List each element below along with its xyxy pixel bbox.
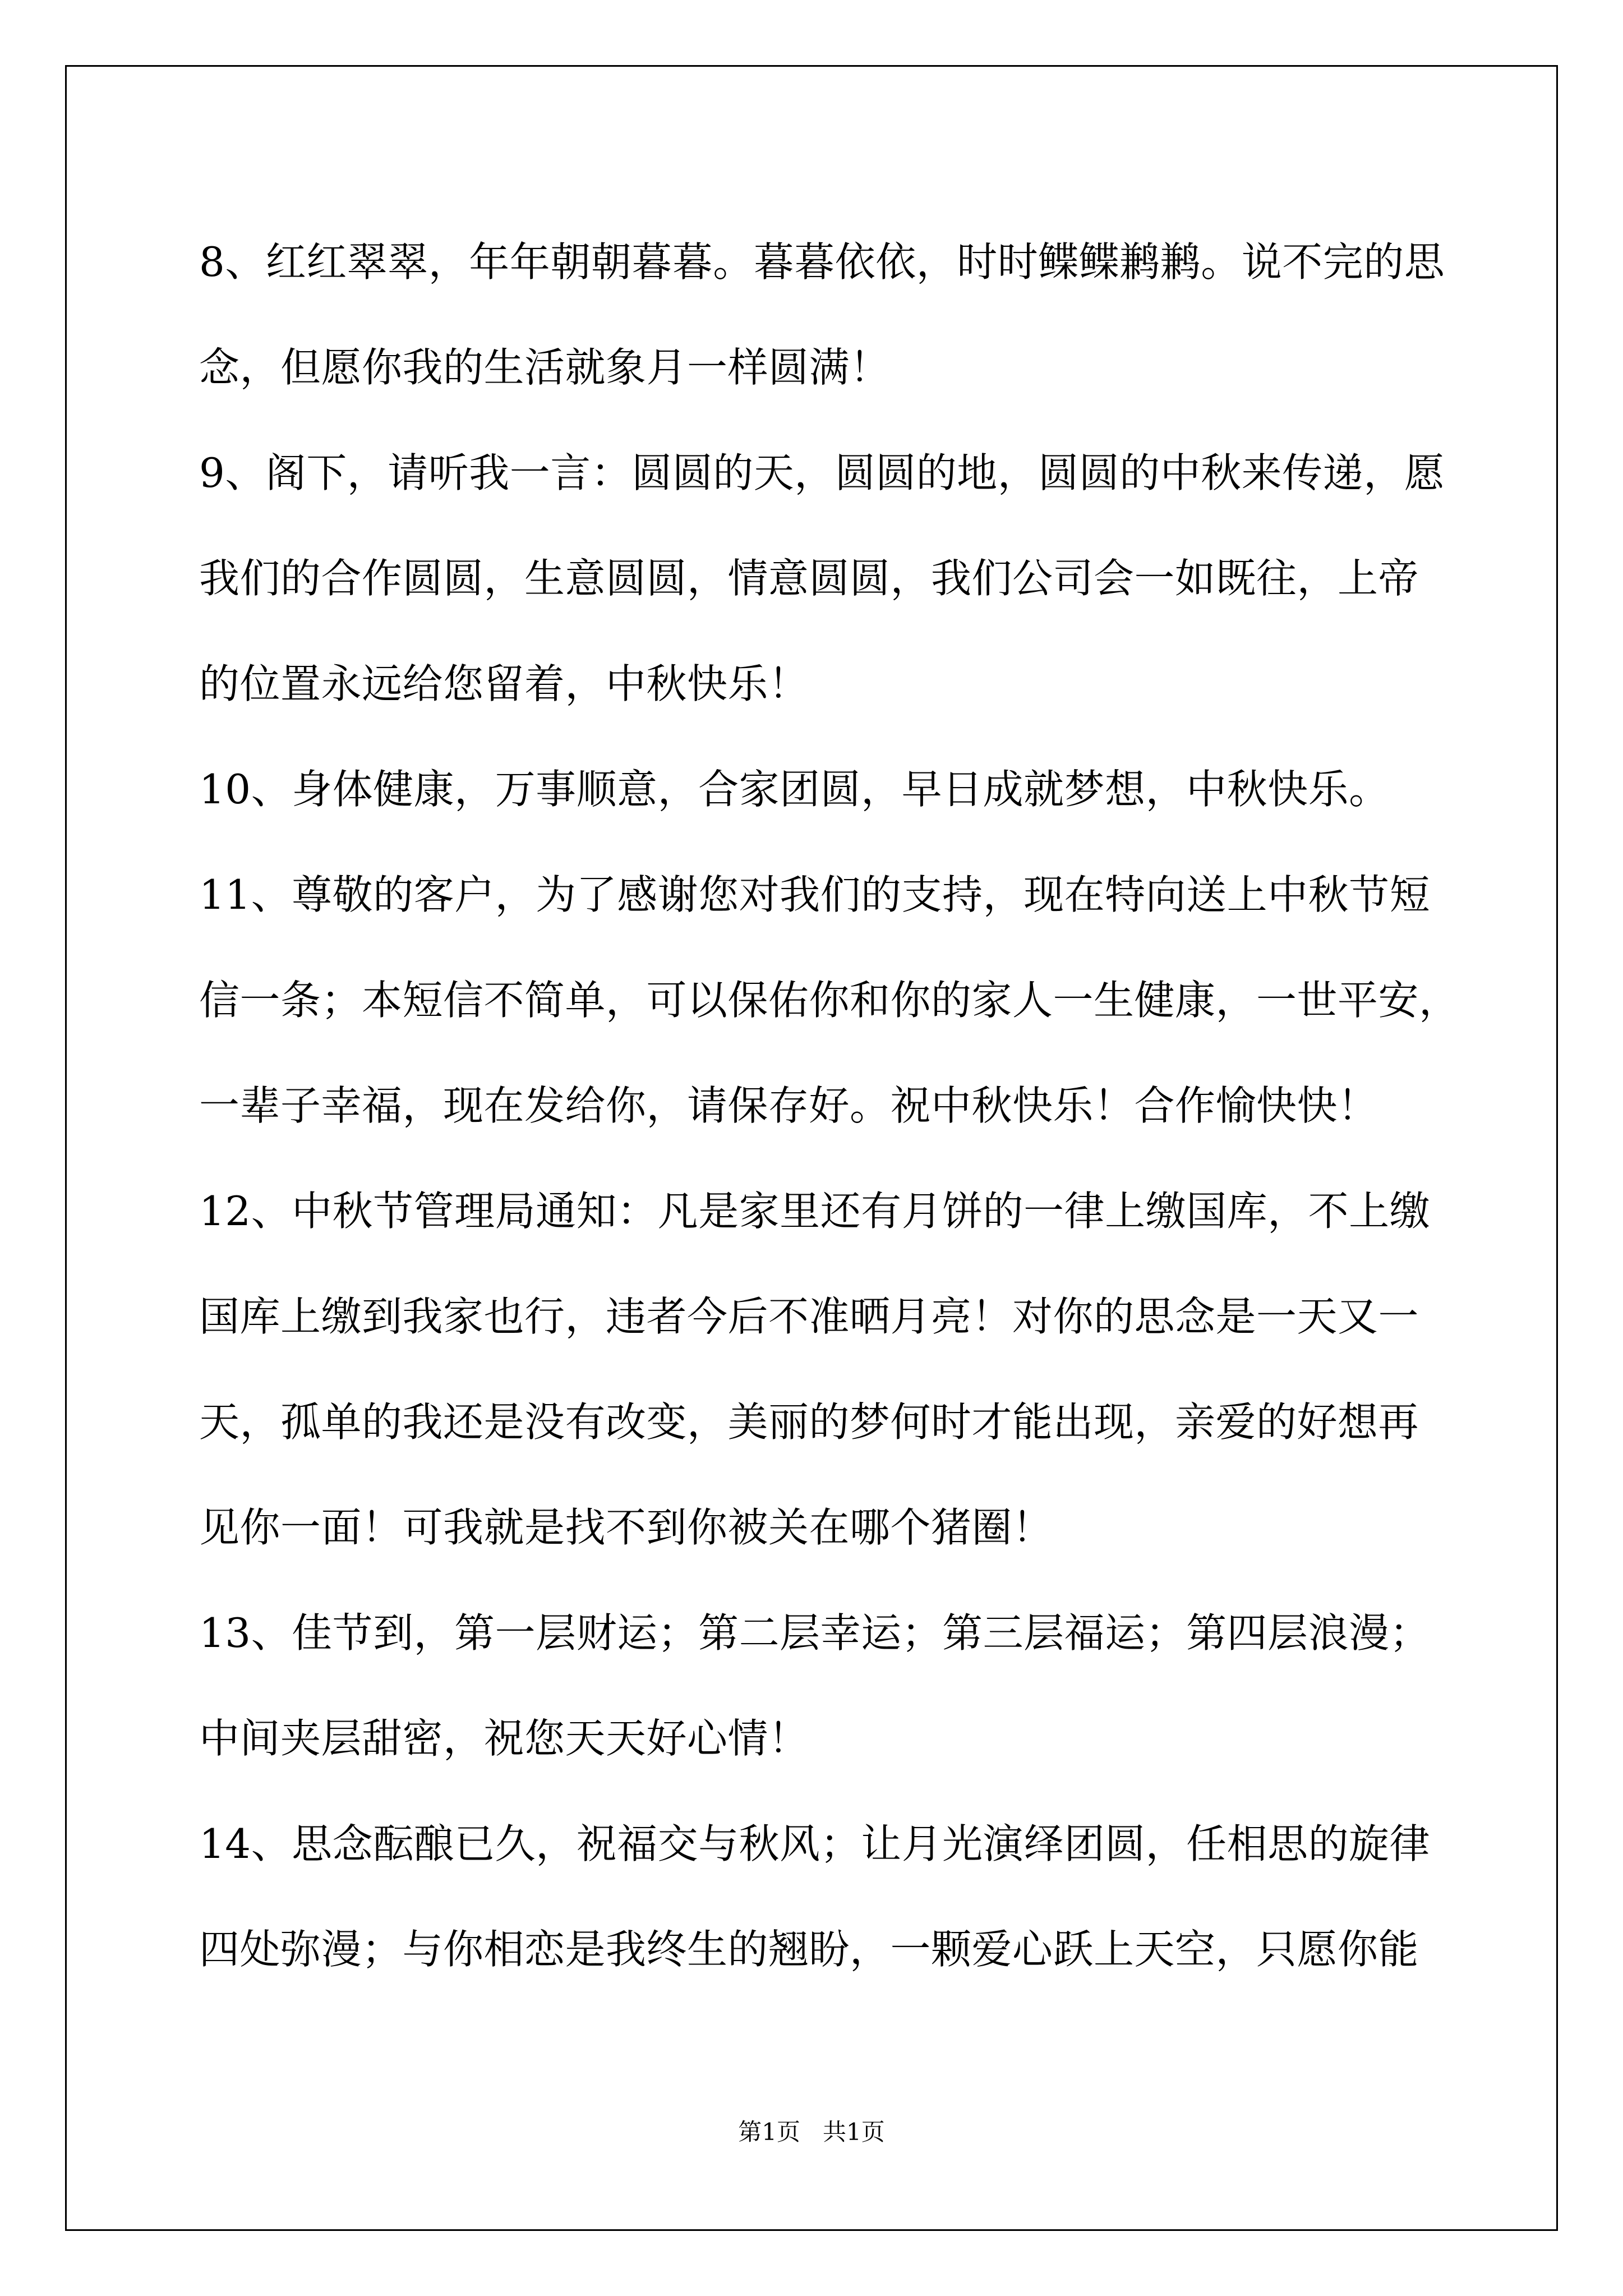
text-line: 中间夹层甜密，祝您天天好心情！ bbox=[199, 1715, 809, 1762]
text-line: 的位置永远给您留着，中秋快乐！ bbox=[199, 660, 809, 707]
text-line: 见你一面！可我就是找不到你被关在哪个猪圈！ bbox=[199, 1504, 1053, 1551]
text-line: 13、佳节到，第一层财运；第二层幸运；第三层福运；第四层浪漫； bbox=[199, 1609, 1431, 1657]
text-line: 8、红红翠翠，年年朝朝暮暮。暮暮依依，时时鲽鲽鹣鹣。说不完的思 bbox=[199, 238, 1445, 286]
page-footer: 第1页 共1页 bbox=[738, 2118, 885, 2146]
document-body bbox=[199, 209, 1461, 2002]
text-line: 信一条；本短信不简单，可以保佑你和你的家人一生健康，一世平安， bbox=[199, 977, 1460, 1024]
text-line: 国库上缴到我家也行，违者今后不准晒月亮！对你的思念是一天又一 bbox=[199, 1293, 1419, 1340]
text-line: 11、尊敬的客户，为了感谢您对我们的支持，现在特向送上中秋节短 bbox=[199, 871, 1431, 918]
text-line: 四处弥漫；与你相恋是我终生的翘盼，一颗爱心跃上天空，只愿你能 bbox=[199, 1926, 1419, 1973]
text-line: 12、中秋节管理局通知：凡是家里还有月饼的一律上缴国库，不上缴 bbox=[199, 1188, 1431, 1235]
text-line: 9、阁下，请听我一言：圆圆的天，圆圆的地，圆圆的中秋来传递，愿 bbox=[199, 449, 1445, 496]
text-line: 念，但愿你我的生活就象月一样圆满！ bbox=[199, 344, 891, 391]
text-line: 我们的合作圆圆，生意圆圆，情意圆圆，我们公司会一如既往，上帝 bbox=[199, 555, 1419, 602]
text-line: 10、身体健康，万事顺意，合家团圆，早日成就梦想，中秋快乐。 bbox=[199, 766, 1390, 813]
text-line: 14、思念酝酿已久，祝福交与秋风；让月光演绎团圆，任相思的旋律 bbox=[199, 1820, 1431, 1867]
text-line: 一辈子幸福，现在发给你，请保存好。祝中秋快乐！合作愉快快！ bbox=[199, 1082, 1378, 1129]
text-line: 天，孤单的我还是没有改变，美丽的梦何时才能出现，亲爱的好想再 bbox=[199, 1398, 1419, 1446]
